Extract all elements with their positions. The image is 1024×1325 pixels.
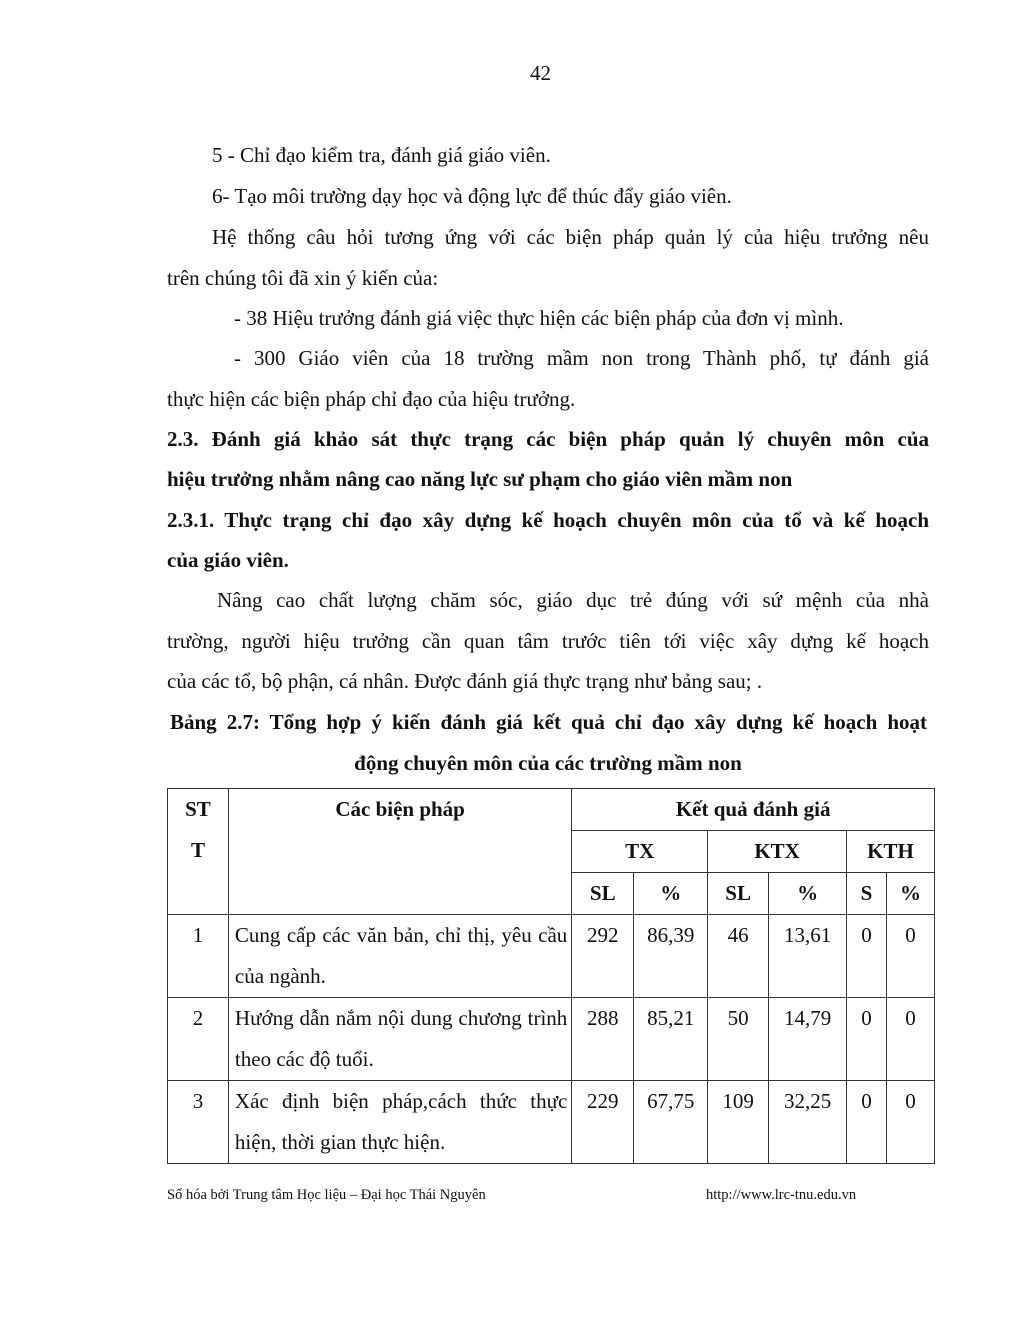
header-sub: %	[634, 873, 708, 915]
header-result: Kết quả đánh giá	[572, 789, 935, 831]
cell-value: 292	[572, 915, 634, 998]
cell-value: 0	[887, 915, 935, 998]
cell-value: 229	[572, 1081, 634, 1164]
cell-value: 0	[847, 998, 887, 1081]
body-line: của các tổ, bộ phận, cá nhân. Được đánh giá thực trạng như bảng sau; .	[167, 669, 763, 693]
body-line: 6- Tạo môi trường dạy học và động lực để thúc đẩy giáo viên.	[212, 184, 732, 208]
header-sub: %	[887, 873, 935, 915]
page-number: 42	[530, 61, 551, 85]
header-measure: Các biện pháp	[228, 789, 571, 915]
cell-value: 288	[572, 998, 634, 1081]
header-sub: SL	[708, 873, 769, 915]
header-group: KTH	[847, 831, 935, 873]
cell-measure: Hướng dẫn nắm nội dung chương trình theo các độ tuổi.	[228, 998, 571, 1081]
subsection-heading: của giáo viên.	[167, 548, 289, 572]
body-line: Hệ thống câu hỏi tương ứng với các biện pháp quản lý của hiệu trưởng nêu	[212, 225, 929, 249]
table-row	[168, 998, 935, 1081]
section-heading: hiệu trưởng nhằm nâng cao năng lực sư phạm cho giáo viên mầm non	[167, 467, 793, 491]
cell-value: 32,25	[769, 1081, 847, 1164]
cell-stt: 3	[168, 1081, 229, 1164]
header-sub: S	[847, 873, 887, 915]
cell-value: 13,61	[769, 915, 847, 998]
cell-value: 85,21	[634, 998, 708, 1081]
footer-url[interactable]: http://www.lrc-tnu.edu.vn	[706, 1187, 857, 1203]
cell-value: 0	[847, 1081, 887, 1164]
cell-value: 0	[847, 915, 887, 998]
cell-stt: 2	[168, 998, 229, 1081]
footer-source: Số hóa bởi Trung tâm Học liệu – Đại học Thái Nguyên	[167, 1187, 486, 1203]
table-caption: động chuyên môn của các trường mầm non	[354, 751, 742, 775]
cell-value: 0	[887, 1081, 935, 1164]
header-stt: ST T	[168, 789, 229, 915]
cell-stt: 1	[168, 915, 229, 998]
body-line: Nâng cao chất lượng chăm sóc, giáo dục trẻ đúng với sứ mệnh của nhà	[217, 588, 929, 612]
cell-measure: Xác định biện pháp,cách thức thực hiện, thời gian thực hiện.	[228, 1081, 571, 1164]
table-caption: Bảng 2.7: Tổng hợp ý kiến đánh giá kết quả chỉ đạo xây dựng kế hoạch hoạt	[170, 710, 927, 734]
section-heading: 2.3. Đánh giá khảo sát thực trạng các biện pháp quản lý chuyên môn của	[167, 427, 929, 451]
cell-measure: Cung cấp các văn bản, chỉ thị, yêu cầu của ngành.	[228, 915, 571, 998]
cell-value: 67,75	[634, 1081, 708, 1164]
table-row	[168, 1081, 935, 1164]
cell-value: 46	[708, 915, 769, 998]
header-group: TX	[572, 831, 708, 873]
subsection-heading: 2.3.1. Thực trạng chỉ đạo xây dựng kế hoạch chuyên môn của tổ và kế hoạch	[167, 508, 929, 532]
results-table	[167, 788, 935, 1164]
header-sub: %	[769, 873, 847, 915]
cell-value: 109	[708, 1081, 769, 1164]
cell-value: 0	[887, 998, 935, 1081]
cell-value: 50	[708, 998, 769, 1081]
body-line: trường, người hiệu trưởng cần quan tâm trước tiên tới việc xây dựng kế hoạch	[167, 629, 929, 653]
cell-value: 14,79	[769, 998, 847, 1081]
header-sub: SL	[572, 873, 634, 915]
cell-value: 86,39	[634, 915, 708, 998]
header-group: KTX	[708, 831, 847, 873]
body-line: - 38 Hiệu trưởng đánh giá việc thực hiện các biện pháp của đơn vị mình.	[234, 306, 844, 330]
table-row	[168, 915, 935, 998]
body-line: 5 - Chỉ đạo kiểm tra, đánh giá giáo viên.	[212, 143, 551, 167]
body-line: trên chúng tôi đã xin ý kiến của:	[167, 266, 439, 290]
body-line: thực hiện các biện pháp chỉ đạo của hiệu trưởng.	[167, 387, 576, 411]
body-line: - 300 Giáo viên của 18 trường mầm non trong Thành phố, tự đánh giá	[234, 346, 929, 370]
